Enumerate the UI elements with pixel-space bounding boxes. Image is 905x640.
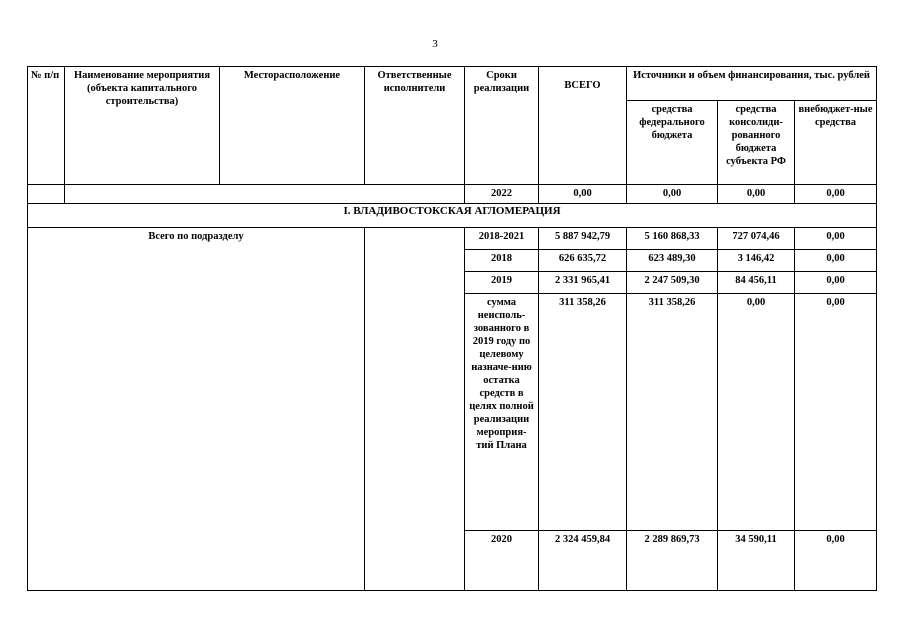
row-total: 311 358,26 — [539, 294, 627, 531]
row-federal: 0,00 — [627, 185, 718, 204]
header-extrabudget: внебюджет-ные средства — [795, 101, 877, 185]
row-period: сумма неисполь-зованного в 2019 году по целевому назначе-нию остатка средств в целях полной реализации мероприя-тий Плана — [465, 294, 539, 531]
header-responsible: Ответственные исполнители — [365, 67, 465, 185]
header-row-1 — [28, 67, 877, 101]
row-consolidated: 3 146,42 — [718, 250, 795, 272]
table-row — [28, 228, 877, 250]
responsible-cell — [365, 228, 465, 591]
row-extrabudget: 0,00 — [795, 228, 877, 250]
row-total: 2 324 459,84 — [539, 531, 627, 591]
row-federal: 5 160 868,33 — [627, 228, 718, 250]
row-total: 0,00 — [539, 185, 627, 204]
row-federal: 623 489,30 — [627, 250, 718, 272]
subsection-label: Всего по подразделу — [28, 228, 365, 591]
header-num: № п/п — [28, 67, 65, 185]
header-period: Сроки реализации — [465, 67, 539, 185]
row-consolidated: 34 590,11 — [718, 531, 795, 591]
row-period: 2019 — [465, 272, 539, 294]
row-consolidated: 0,00 — [718, 294, 795, 531]
row-consolidated: 727 074,46 — [718, 228, 795, 250]
section-row — [28, 204, 877, 228]
header-sources: Источники и объем финансирования, тыс. рублей — [627, 67, 877, 101]
header-federal: средства федерального бюджета — [627, 101, 718, 185]
row-total: 2 331 965,41 — [539, 272, 627, 294]
row-consolidated: 0,00 — [718, 185, 795, 204]
row-extrabudget: 0,00 — [795, 531, 877, 591]
row-period: 2022 — [465, 185, 539, 204]
row-federal: 311 358,26 — [627, 294, 718, 531]
row-federal: 2 247 509,30 — [627, 272, 718, 294]
row-extrabudget: 0,00 — [795, 185, 877, 204]
page-number: 3 — [432, 38, 438, 50]
row-period: 2020 — [465, 531, 539, 591]
row-total: 5 887 942,79 — [539, 228, 627, 250]
row-total: 626 635,72 — [539, 250, 627, 272]
section-title: I. ВЛАДИВОСТОКСКАЯ АГЛОМЕРАЦИЯ — [28, 204, 877, 228]
row-period: 2018 — [465, 250, 539, 272]
header-name: Наименование мероприятия (объекта капитального строительства) — [65, 67, 220, 185]
financing-table — [27, 66, 877, 591]
header-total: ВСЕГО — [539, 67, 627, 185]
row-consolidated: 84 456,11 — [718, 272, 795, 294]
row-extrabudget: 0,00 — [795, 272, 877, 294]
row-federal: 2 289 869,73 — [627, 531, 718, 591]
row-extrabudget: 0,00 — [795, 294, 877, 531]
row-extrabudget: 0,00 — [795, 250, 877, 272]
header-consolidated: средства консолиди-рованного бюджета субъекта РФ — [718, 101, 795, 185]
row-period: 2018-2021 — [465, 228, 539, 250]
header-location: Месторасположение — [220, 67, 365, 185]
table-row-2022 — [28, 185, 877, 204]
